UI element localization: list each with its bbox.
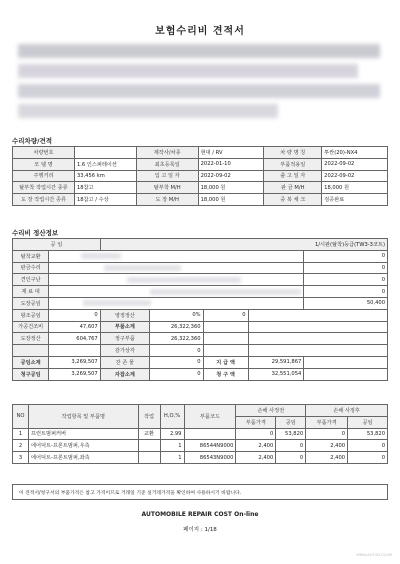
- parts-cell: 53,820: [348, 428, 388, 440]
- redacted-header-row-1: [18, 44, 380, 58]
- parts-header: 손해 사정전: [236, 405, 306, 417]
- summary-label: 감가상각: [100, 345, 149, 357]
- vehicle-label: 입 고 일 자: [136, 170, 198, 182]
- vehicle-label: 주행거리: [13, 170, 75, 182]
- redacted-header-row-2: [18, 64, 358, 78]
- parts-cell: 에어덕트-프론트범퍼,우측: [28, 440, 138, 452]
- labor-redacted: [49, 297, 304, 309]
- empty-cell: [248, 321, 387, 333]
- parts-cell: 교환: [138, 428, 160, 440]
- summary-row: [13, 309, 388, 321]
- vehicle-value: 2022-09-02: [198, 170, 264, 182]
- vehicle-value: 33,456 km: [74, 170, 136, 182]
- parts-cell: 프런트범퍼커버: [28, 428, 138, 440]
- settlement-header-row: [13, 239, 388, 251]
- summary-value: 0%: [150, 309, 204, 321]
- parts-cell: [138, 452, 160, 464]
- parts-header: 손해 사정후: [306, 405, 388, 417]
- labor-header-right: 1/시판(탈착)등급(TW3-3코트): [100, 239, 387, 251]
- labor-value: 0: [304, 262, 388, 274]
- vehicle-row: [13, 182, 388, 194]
- total-value: 29,591,867: [248, 356, 304, 368]
- disclaimer-note: 이 견적서/청구서의 부품가격은 참고 가격이므로 거래일 기준 실거래가격을 확인하여 사용하시기 바랍니다.: [12, 484, 388, 500]
- labor-value: 50,400: [304, 297, 388, 309]
- vehicle-label: 차량번호: [13, 147, 75, 159]
- summary-row: [13, 345, 388, 357]
- vehicle-label: 제작사/차종: [136, 147, 198, 159]
- vehicle-label: 판 금 M/H: [264, 182, 322, 194]
- summary-value: 47,607: [49, 321, 100, 333]
- vehicle-section-title: 수리차량/견적: [12, 137, 53, 145]
- empty-cell: [304, 356, 388, 368]
- parts-cell: 1: [160, 452, 184, 464]
- parts-cell: 0: [306, 428, 348, 440]
- vehicle-label: 도 장 M/H: [136, 194, 198, 206]
- parts-cell: 2,400: [306, 452, 348, 464]
- summary-label: 잔 존 물: [100, 356, 149, 368]
- parts-cell: 0: [348, 452, 388, 464]
- parts-header: H,O,%: [160, 405, 184, 429]
- vehicle-row: [13, 194, 388, 206]
- parts-cell: 2.99: [160, 428, 184, 440]
- parts-cell: 3: [13, 452, 29, 464]
- labor-label: 판금수리: [13, 262, 49, 274]
- labor-label: 도장공임: [13, 297, 49, 309]
- parts-cell: 에어덕트-프론트범퍼,좌측: [28, 452, 138, 464]
- vehicle-label: 중 복 체 크: [264, 194, 322, 206]
- labor-value: 0: [304, 274, 388, 286]
- table-row: [13, 452, 388, 464]
- parts-header: 작업항목 및 부품명: [28, 405, 138, 429]
- parts-cell: 0: [276, 440, 306, 452]
- total-value: 32,551,054: [248, 368, 304, 380]
- vehicle-label: 탈부착 M/H: [136, 182, 198, 194]
- parts-cell: [138, 440, 160, 452]
- parts-cell: 1: [160, 440, 184, 452]
- vehicle-row: [13, 170, 388, 182]
- parts-subheader: 부품가격: [306, 416, 348, 428]
- parts-cell: 2,400: [236, 440, 276, 452]
- summary-label: 공임소계: [13, 356, 49, 368]
- labor-label: 재 료 대: [13, 286, 49, 298]
- summary-value: 0: [150, 356, 204, 368]
- parts-subheader: 부품가격: [236, 416, 276, 428]
- redacted-text: [104, 265, 181, 271]
- vehicle-value: 투싼(20)-NX4: [322, 147, 388, 159]
- parts-cell: 0: [348, 440, 388, 452]
- labor-redacted: [49, 250, 304, 262]
- summary-label: 왕조공임: [13, 309, 49, 321]
- labor-row: [13, 274, 388, 286]
- settlement-section-title: 수리비 정산정보: [12, 229, 59, 237]
- total-label: 지 급 액: [203, 356, 248, 368]
- labor-row: [13, 297, 388, 309]
- vehicle-value: 18참고: [74, 182, 136, 194]
- parts-header-row: [13, 405, 388, 417]
- vehicle-label: 출 고 일 자: [264, 170, 322, 182]
- vehicle-value: 18,000 원: [198, 194, 264, 206]
- vehicle-label: 모 델 명: [13, 158, 75, 170]
- summary-value: 26,322,360: [150, 333, 204, 345]
- labor-value: 0: [304, 250, 388, 262]
- parts-cell: 86544N9000: [184, 440, 236, 452]
- summary-value: 0: [150, 345, 204, 357]
- summary-value: [203, 321, 248, 333]
- parts-cell: 86543N9000: [184, 452, 236, 464]
- labor-row: [13, 250, 388, 262]
- labor-redacted: [49, 274, 304, 286]
- summary-label: 부품소계: [100, 321, 149, 333]
- parts-subheader: 공임: [276, 416, 306, 428]
- vehicle-value: [74, 147, 136, 159]
- labor-label: 견인구난: [13, 274, 49, 286]
- parts-cell: 0: [276, 452, 306, 464]
- labor-value: 0: [304, 286, 388, 298]
- summary-row: [13, 321, 388, 333]
- redacted-text: [83, 300, 151, 306]
- table-row: [13, 440, 388, 452]
- summary-value: [203, 333, 248, 345]
- parts-cell: 2,400: [236, 452, 276, 464]
- summary-label: 도장정산: [13, 333, 49, 345]
- vehicle-label: 차 량 명 칭: [264, 147, 322, 159]
- parts-subheader: 공임: [348, 416, 388, 428]
- vehicle-value: 2022-01-10: [198, 158, 264, 170]
- redacted-text: [127, 277, 241, 283]
- summary-label: 영정정산: [100, 309, 149, 321]
- page-title: 보험수리비 견적서: [155, 26, 245, 37]
- labor-row: [13, 286, 388, 298]
- summary-value: 3,269,507: [49, 356, 100, 368]
- labor-redacted: [49, 262, 304, 274]
- redacted-header-row-4: [18, 104, 278, 118]
- watermark: WWW.AUTOD.CO.KR: [356, 553, 392, 557]
- page-number: 페이지 : 1/18: [183, 527, 217, 533]
- summary-label: 자잡소계: [100, 368, 149, 380]
- empty-cell: [248, 345, 387, 357]
- parts-cell: 1: [13, 428, 29, 440]
- parts-header: 작업: [138, 405, 160, 429]
- vehicle-label: 도 장 작업시간 종류: [13, 194, 75, 206]
- settlement-table: [12, 238, 388, 381]
- vehicle-value: 18참고 / 수상: [74, 194, 136, 206]
- summary-value: 0: [49, 309, 100, 321]
- vehicle-value: 1.6 인스퍼레이션: [74, 158, 136, 170]
- vehicle-label: 탈부착 작업시간 종류: [13, 182, 75, 194]
- parts-cell: 53,820: [276, 428, 306, 440]
- table-row: [13, 428, 388, 440]
- summary-row: [13, 368, 388, 380]
- total-label: 청 구 액: [203, 368, 248, 380]
- parts-cell: 0: [236, 428, 276, 440]
- summary-value: 604,767: [49, 333, 100, 345]
- empty-cell: [248, 333, 387, 345]
- parts-header: 부품코드: [184, 405, 236, 429]
- summary-label: 가공건조비: [13, 321, 49, 333]
- summary-label: [13, 345, 49, 357]
- summary-label: 정구부품: [100, 333, 149, 345]
- labor-label: 탈착교환: [13, 250, 49, 262]
- redacted-header-row-3: [18, 84, 380, 98]
- vehicle-row: [13, 158, 388, 170]
- summary-value: 26,322,360: [150, 321, 204, 333]
- vehicle-value: 18,000 원: [198, 182, 264, 194]
- summary-label: 청구공임: [13, 368, 49, 380]
- summary-value: [49, 345, 100, 357]
- redacted-text: [81, 253, 121, 259]
- vehicle-value: 검증완료: [322, 194, 388, 206]
- footer-title: AUTOMOBILE REPAIR COST On-line: [141, 511, 259, 518]
- labor-redacted: [49, 286, 304, 298]
- labor-row: [13, 262, 388, 274]
- parts-cell: [184, 428, 236, 440]
- vehicle-row: [13, 147, 388, 159]
- parts-cell: 2: [13, 440, 29, 452]
- vehicle-value: 현대 / RV: [198, 147, 264, 159]
- summary-value: 0: [150, 368, 204, 380]
- empty-cell: [248, 309, 387, 321]
- vehicle-value: 2022-09-02: [322, 158, 388, 170]
- vehicle-label: 부품적용일: [264, 158, 322, 170]
- summary-row: [13, 333, 388, 345]
- empty-cell: [304, 368, 388, 380]
- vehicle-value: 18,000 원: [322, 182, 388, 194]
- vehicle-value: 2022-09-02: [322, 170, 388, 182]
- summary-row: [13, 356, 388, 368]
- parts-table: [12, 404, 388, 464]
- vehicle-table: [12, 146, 388, 206]
- redacted-text: [150, 289, 301, 295]
- labor-header-label: 공 임: [13, 239, 101, 251]
- parts-header: NO: [13, 405, 29, 429]
- summary-value: [203, 345, 248, 357]
- summary-value: 3,269,507: [49, 368, 100, 380]
- summary-value: 0: [203, 309, 248, 321]
- parts-cell: 2,400: [306, 440, 348, 452]
- vehicle-label: 최초등록일: [136, 158, 198, 170]
